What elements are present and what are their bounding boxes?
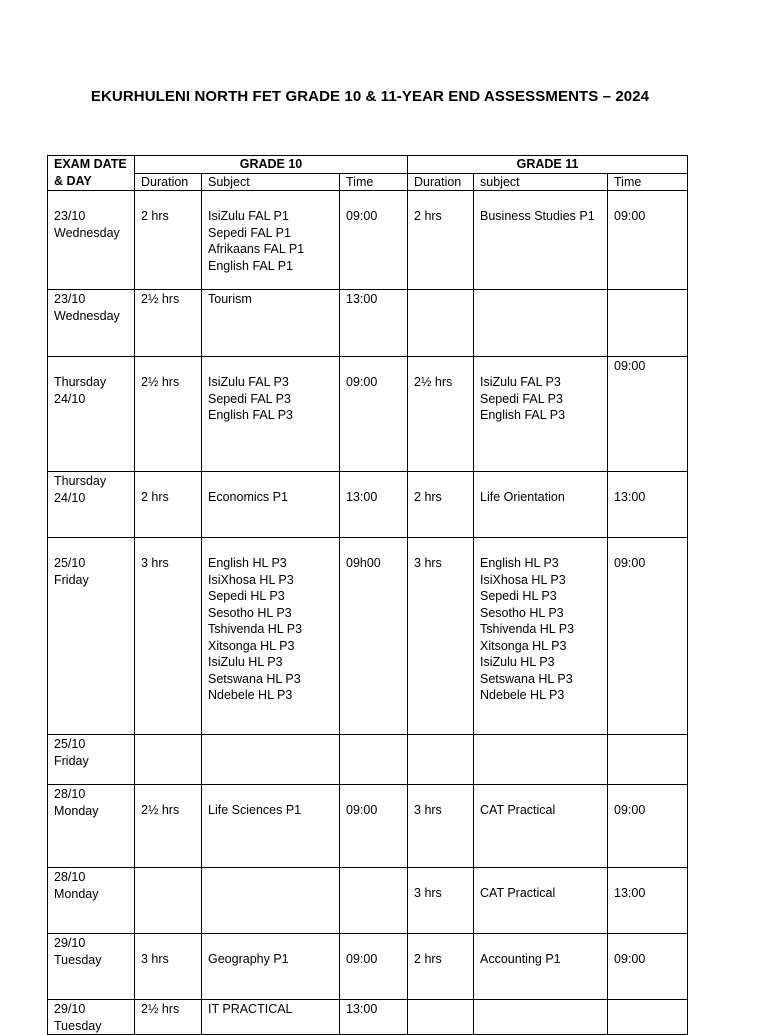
table-row [48, 472, 688, 538]
exam-date-cell-line: 25/10 [54, 556, 86, 570]
g11-duration-cell [408, 934, 474, 1000]
g10-duration-cell [135, 934, 202, 1000]
g10-subject-cell [202, 290, 340, 357]
exam-date-cell [48, 735, 135, 785]
g10-subject-cell-line: IT PRACTICAL [208, 1002, 293, 1016]
header-g11-subject: subject [474, 173, 608, 191]
g10-time-cell [340, 934, 408, 1000]
exam-date-cell [48, 191, 135, 290]
g11-time-cell [608, 290, 688, 357]
exam-date-cell-line: 25/10 [54, 737, 86, 751]
exam-date-cell-line: 29/10 [54, 936, 86, 950]
g11-duration-cell-text: 2 hrs [414, 952, 442, 966]
header-grade11: GRADE 11 [408, 156, 688, 174]
exam-timetable [47, 155, 688, 1035]
g11-time-cell-text: 09:00 [614, 803, 646, 817]
g11-subject-cell-line: Sepedi FAL P3 [480, 391, 563, 406]
table-row [48, 290, 688, 357]
g10-subject-cell-line: Economics P1 [208, 490, 288, 504]
g10-time-cell [340, 1000, 408, 1035]
g10-duration-cell [135, 357, 202, 472]
g11-duration-cell [408, 868, 474, 934]
table-row [48, 934, 688, 1000]
header-row-grades [48, 156, 688, 174]
g10-subject-cell [202, 868, 340, 934]
exam-date-cell-line: Friday [54, 753, 89, 768]
g11-subject-cell [474, 735, 608, 785]
g10-time-cell-text: 09:00 [346, 952, 378, 966]
g10-subject-cell-line: Sepedi FAL P3 [208, 391, 291, 406]
g10-duration-cell-text: 2½ hrs [141, 1002, 180, 1016]
g11-subject-cell-line: CAT Practical [480, 803, 556, 817]
g11-time-cell [608, 191, 688, 290]
g10-duration-cell-text: 3 hrs [141, 952, 169, 966]
exam-date-cell [48, 472, 135, 538]
g10-subject-cell-line: Geography P1 [208, 952, 289, 966]
g10-subject-cell-line: IsiZulu FAL P1 [208, 209, 289, 223]
g10-duration-cell [135, 868, 202, 934]
exam-date-cell-line: 23/10 [54, 292, 86, 306]
g10-subject-cell [202, 472, 340, 538]
g10-subject-cell [202, 357, 340, 472]
g11-time-cell [608, 538, 688, 735]
g10-subject-cell-line: Setswana HL P3 [208, 671, 301, 686]
table-row [48, 357, 688, 472]
exam-date-cell-line: 28/10 [54, 870, 86, 884]
g11-time-cell [608, 357, 688, 472]
g10-subject-cell-line: IsiXhosa HL P3 [208, 572, 294, 587]
table-row [48, 735, 688, 785]
g11-subject-cell-line: Life Orientation [480, 490, 565, 504]
g11-subject-cell-line: Accounting P1 [480, 952, 561, 966]
exam-date-cell-line: Tuesday [54, 1018, 102, 1033]
exam-date-cell-line: Wednesday [54, 225, 120, 240]
g11-subject-cell-line: IsiZulu HL P3 [480, 655, 555, 669]
g11-subject-cell [474, 868, 608, 934]
g11-subject-cell-line: English HL P3 [480, 556, 559, 570]
g10-duration-cell [135, 1000, 202, 1035]
g11-subject-cell-line: Ndebele HL P3 [480, 688, 565, 702]
g10-subject-cell-line: Tourism [208, 292, 252, 306]
g10-subject-cell [202, 191, 340, 290]
g11-duration-cell-text: 2½ hrs [414, 375, 453, 389]
exam-date-cell-line: 28/10 [54, 787, 86, 801]
g11-duration-cell [408, 357, 474, 472]
g10-time-cell-text: 09h00 [346, 556, 381, 570]
g11-time-cell [608, 472, 688, 538]
g11-duration-cell [408, 191, 474, 290]
g10-time-cell-text: 13:00 [346, 490, 378, 504]
g10-time-cell [340, 472, 408, 538]
g11-subject-cell [474, 1000, 608, 1035]
table-row [48, 785, 688, 868]
exam-date-cell [48, 868, 135, 934]
g10-subject-cell-line: Ndebele HL P3 [208, 688, 293, 702]
g10-time-cell-text: 09:00 [346, 209, 378, 223]
g10-duration-cell-text: 2½ hrs [141, 292, 180, 306]
g10-duration-cell-text: 3 hrs [141, 556, 169, 570]
g10-duration-cell [135, 472, 202, 538]
g11-subject-cell [474, 357, 608, 472]
g11-subject-cell-line: Tshivenda HL P3 [480, 622, 575, 636]
g10-time-cell [340, 735, 408, 785]
g11-subject-cell [474, 191, 608, 290]
g11-duration-cell [408, 538, 474, 735]
g11-subject-cell [474, 934, 608, 1000]
g10-duration-cell [135, 538, 202, 735]
g10-time-cell-text: 13:00 [346, 1002, 378, 1016]
header-exam-date [48, 156, 135, 191]
g11-time-cell [608, 785, 688, 868]
g11-time-cell [608, 934, 688, 1000]
g11-time-cell-text: 13:00 [614, 886, 646, 900]
g11-time-cell-text: 09:00 [614, 359, 646, 373]
g11-duration-cell [408, 1000, 474, 1035]
g11-subject-cell-line: Sepedi HL P3 [480, 589, 557, 603]
g11-subject-cell [474, 785, 608, 868]
g11-time-cell [608, 1000, 688, 1035]
g10-time-cell [340, 785, 408, 868]
header-g11-duration: Duration [408, 173, 474, 191]
header-grade10: GRADE 10 [135, 156, 408, 174]
g10-time-cell [340, 191, 408, 290]
g11-subject-cell-line: IsiXhosa HL P3 [480, 572, 566, 587]
g11-duration-cell-text: 3 hrs [414, 556, 442, 570]
exam-date-cell-line: 24/10 [54, 490, 86, 505]
exam-date-cell-line: Wednesday [54, 308, 120, 323]
g10-subject-cell-line: English FAL P1 [208, 258, 294, 273]
g10-time-cell [340, 538, 408, 735]
g10-duration-cell [135, 735, 202, 785]
document-title: EKURHULENI NORTH FET GRADE 10 & 11-YEAR END ASSESSMENTS – 2024 [90, 88, 650, 105]
header-exam-date-line2: & DAY [54, 173, 92, 188]
g10-subject-cell-line: Afrikaans FAL P1 [208, 242, 305, 256]
exam-date-cell-line: Tuesday [54, 952, 102, 967]
g10-duration-cell [135, 290, 202, 357]
header-exam-date-line1: EXAM DATE [54, 157, 127, 171]
header-g10-subject: Subject [202, 173, 340, 191]
g11-subject-cell-line: IsiZulu FAL P3 [480, 375, 561, 389]
g10-duration-cell-text: 2½ hrs [141, 375, 180, 389]
exam-date-cell [48, 1000, 135, 1035]
g10-duration-cell [135, 785, 202, 868]
g10-subject-cell [202, 735, 340, 785]
table-row [48, 191, 688, 290]
header-g10-time: Time [340, 173, 408, 191]
g11-duration-cell-text: 3 hrs [414, 886, 442, 900]
g10-subject-cell-line: Xitsonga HL P3 [208, 638, 295, 653]
table-row [48, 868, 688, 934]
g10-subject-cell-line: IsiZulu FAL P3 [208, 375, 289, 389]
timetable-body [48, 191, 688, 1035]
g10-time-cell-text: 09:00 [346, 803, 378, 817]
g10-time-cell [340, 357, 408, 472]
g11-duration-cell [408, 735, 474, 785]
exam-date-cell [48, 538, 135, 735]
exam-date-cell-line: Thursday [54, 474, 107, 488]
g11-duration-cell-text: 3 hrs [414, 803, 442, 817]
g10-subject-cell-line: IsiZulu HL P3 [208, 655, 283, 669]
g11-duration-cell [408, 472, 474, 538]
g10-subject-cell [202, 934, 340, 1000]
g11-duration-cell-text: 2 hrs [414, 490, 442, 504]
g10-duration-cell-text: 2 hrs [141, 490, 169, 504]
exam-date-cell-line: 24/10 [54, 391, 86, 406]
g11-time-cell-text: 09:00 [614, 209, 646, 223]
g10-subject-cell-line: Sesotho HL P3 [208, 605, 292, 620]
exam-date-cell [48, 290, 135, 357]
g11-time-cell-text: 09:00 [614, 556, 646, 570]
g10-time-cell-text: 09:00 [346, 375, 378, 389]
exam-date-cell [48, 357, 135, 472]
g10-subject-cell [202, 785, 340, 868]
g11-subject-cell [474, 472, 608, 538]
g10-subject-cell [202, 538, 340, 735]
g11-time-cell-text: 09:00 [614, 952, 646, 966]
table-row [48, 1000, 688, 1035]
g10-duration-cell-text: 2½ hrs [141, 803, 180, 817]
g11-duration-cell [408, 290, 474, 357]
g11-subject-cell [474, 538, 608, 735]
g11-subject-cell-line: Sesotho HL P3 [480, 605, 564, 620]
exam-date-cell-line: Monday [54, 803, 99, 818]
g11-time-cell [608, 868, 688, 934]
g10-subject-cell-line: Sepedi FAL P1 [208, 225, 291, 240]
exam-date-cell-line: Friday [54, 572, 89, 587]
g10-subject-cell-line: English FAL P3 [208, 408, 294, 422]
g10-subject-cell-line: Life Sciences P1 [208, 803, 302, 817]
g10-time-cell-text: 13:00 [346, 292, 378, 306]
g10-time-cell [340, 868, 408, 934]
exam-date-cell [48, 934, 135, 1000]
g11-subject-cell-line: CAT Practical [480, 886, 556, 900]
table-row [48, 538, 688, 735]
g11-subject-cell-line: Setswana HL P3 [480, 671, 573, 686]
exam-date-cell-line: Thursday [54, 375, 107, 389]
g11-subject-cell-line: English FAL P3 [480, 408, 566, 422]
g11-subject-cell [474, 290, 608, 357]
exam-date-cell-line: 23/10 [54, 209, 86, 223]
g10-time-cell [340, 290, 408, 357]
g11-duration-cell [408, 785, 474, 868]
exam-date-cell-line: Monday [54, 886, 99, 901]
g10-duration-cell [135, 191, 202, 290]
g10-subject-cell-line: English HL P3 [208, 556, 287, 570]
g10-subject-cell-line: Tshivenda HL P3 [208, 622, 303, 636]
g10-subject-cell-line: Sepedi HL P3 [208, 589, 285, 603]
g11-time-cell [608, 735, 688, 785]
g10-duration-cell-text: 2 hrs [141, 209, 169, 223]
exam-date-cell [48, 785, 135, 868]
g11-subject-cell-line: Business Studies P1 [480, 209, 595, 223]
exam-date-cell-line: 29/10 [54, 1002, 86, 1016]
header-row-columns [48, 173, 688, 191]
header-g10-duration: Duration [135, 173, 202, 191]
g11-time-cell-text: 13:00 [614, 490, 646, 504]
header-g11-time: Time [608, 173, 688, 191]
g11-subject-cell-line: Xitsonga HL P3 [480, 638, 567, 653]
g10-subject-cell [202, 1000, 340, 1035]
g11-duration-cell-text: 2 hrs [414, 209, 442, 223]
